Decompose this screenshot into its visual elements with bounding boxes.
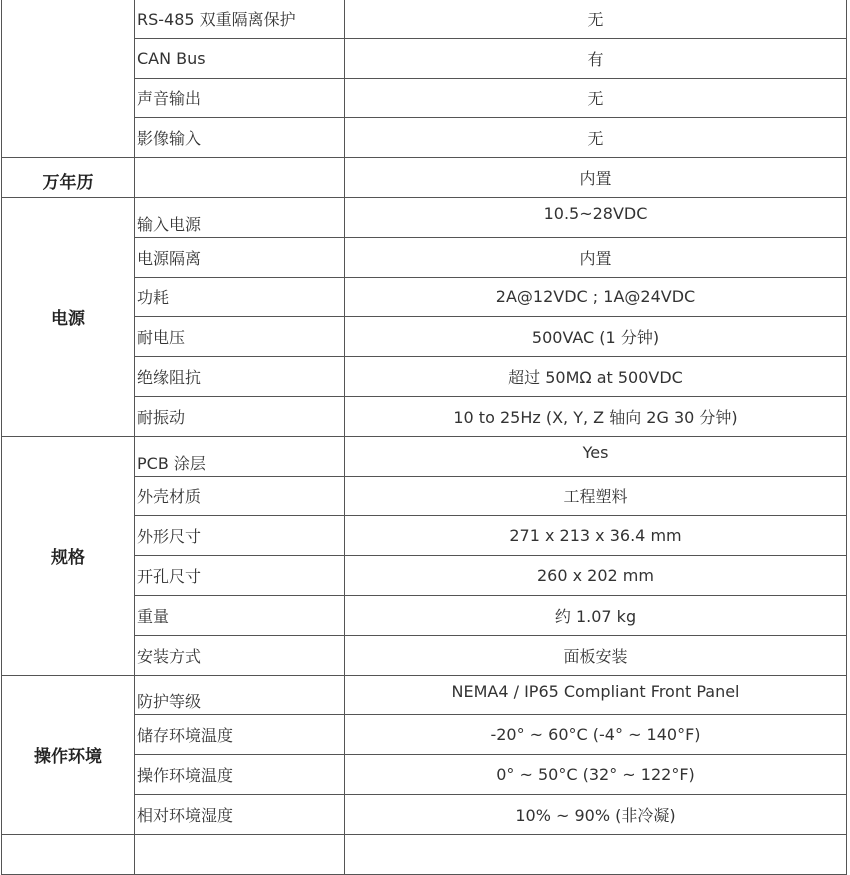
attr-cell: 外形尺寸	[135, 516, 345, 556]
value-cell: 10 to 25Hz (X, Y, Z 轴向 2G 30 分钟)	[345, 396, 847, 436]
table-row	[2, 675, 847, 715]
attr-cell	[135, 158, 345, 198]
value-cell: 约 1.07 kg	[345, 595, 847, 635]
attr-cell: RS-485 双重隔离保护	[135, 0, 345, 38]
value-cell: 2A@12VDC ; 1A@24VDC	[345, 277, 847, 317]
attr-cell: 耐振动	[135, 396, 345, 436]
value-cell: NEMA4 / IP65 Compliant Front Panel	[345, 675, 847, 715]
attr-cell: 开孔尺寸	[135, 556, 345, 596]
category-cell: 规格	[2, 436, 135, 675]
attr-cell: 输入电源	[135, 197, 345, 237]
value-cell: 无	[345, 118, 847, 158]
category-cell: 电源	[2, 197, 135, 436]
value-cell: Yes	[345, 436, 847, 476]
value-cell: 10.5~28VDC	[345, 197, 847, 237]
table-row	[2, 834, 847, 874]
category-label: 万年历	[42, 172, 94, 193]
value-cell: 260 x 202 mm	[345, 556, 847, 596]
attr-cell: 重量	[135, 595, 345, 635]
attr-cell: 操作环境温度	[135, 755, 345, 795]
value-cell: 工程塑料	[345, 476, 847, 516]
table-row	[2, 158, 847, 198]
attr-cell: 耐电压	[135, 317, 345, 357]
value-cell: 无	[345, 0, 847, 38]
value-cell: 500VAC (1 分钟)	[345, 317, 847, 357]
value-cell: 内置	[345, 237, 847, 277]
attr-cell: 安装方式	[135, 635, 345, 675]
value-cell: 271 x 213 x 36.4 mm	[345, 516, 847, 556]
table-row	[2, 436, 847, 476]
spec-table	[1, 0, 847, 875]
category-cell: 操作环境	[2, 675, 135, 834]
attr-cell: 声音输出	[135, 78, 345, 118]
attr-cell	[135, 834, 345, 874]
category-cell	[2, 834, 135, 874]
attr-cell: 防护等级	[135, 675, 345, 715]
value-cell: 面板安装	[345, 635, 847, 675]
table-row	[2, 197, 847, 237]
value-cell: 0° ~ 50°C (32° ~ 122°F)	[345, 755, 847, 795]
table-row	[2, 0, 847, 38]
value-cell: 无	[345, 78, 847, 118]
category-cell	[2, 0, 135, 158]
value-cell: 超过 50MΩ at 500VDC	[345, 357, 847, 397]
value-cell: 内置	[345, 158, 847, 198]
attr-cell: PCB 涂层	[135, 436, 345, 476]
attr-cell: 功耗	[135, 277, 345, 317]
attr-cell: 绝缘阻抗	[135, 357, 345, 397]
attr-cell: 影像输入	[135, 118, 345, 158]
value-cell: 有	[345, 38, 847, 78]
value-cell: 10% ~ 90% (非冷凝)	[345, 794, 847, 834]
value-cell	[345, 834, 847, 874]
attr-cell: 外壳材质	[135, 476, 345, 516]
attr-cell: 储存环境温度	[135, 715, 345, 755]
value-cell: -20° ~ 60°C (-4° ~ 140°F)	[345, 715, 847, 755]
attr-cell: 电源隔离	[135, 237, 345, 277]
category-cell	[2, 158, 135, 198]
attr-cell: CAN Bus	[135, 38, 345, 78]
attr-cell: 相对环境湿度	[135, 794, 345, 834]
